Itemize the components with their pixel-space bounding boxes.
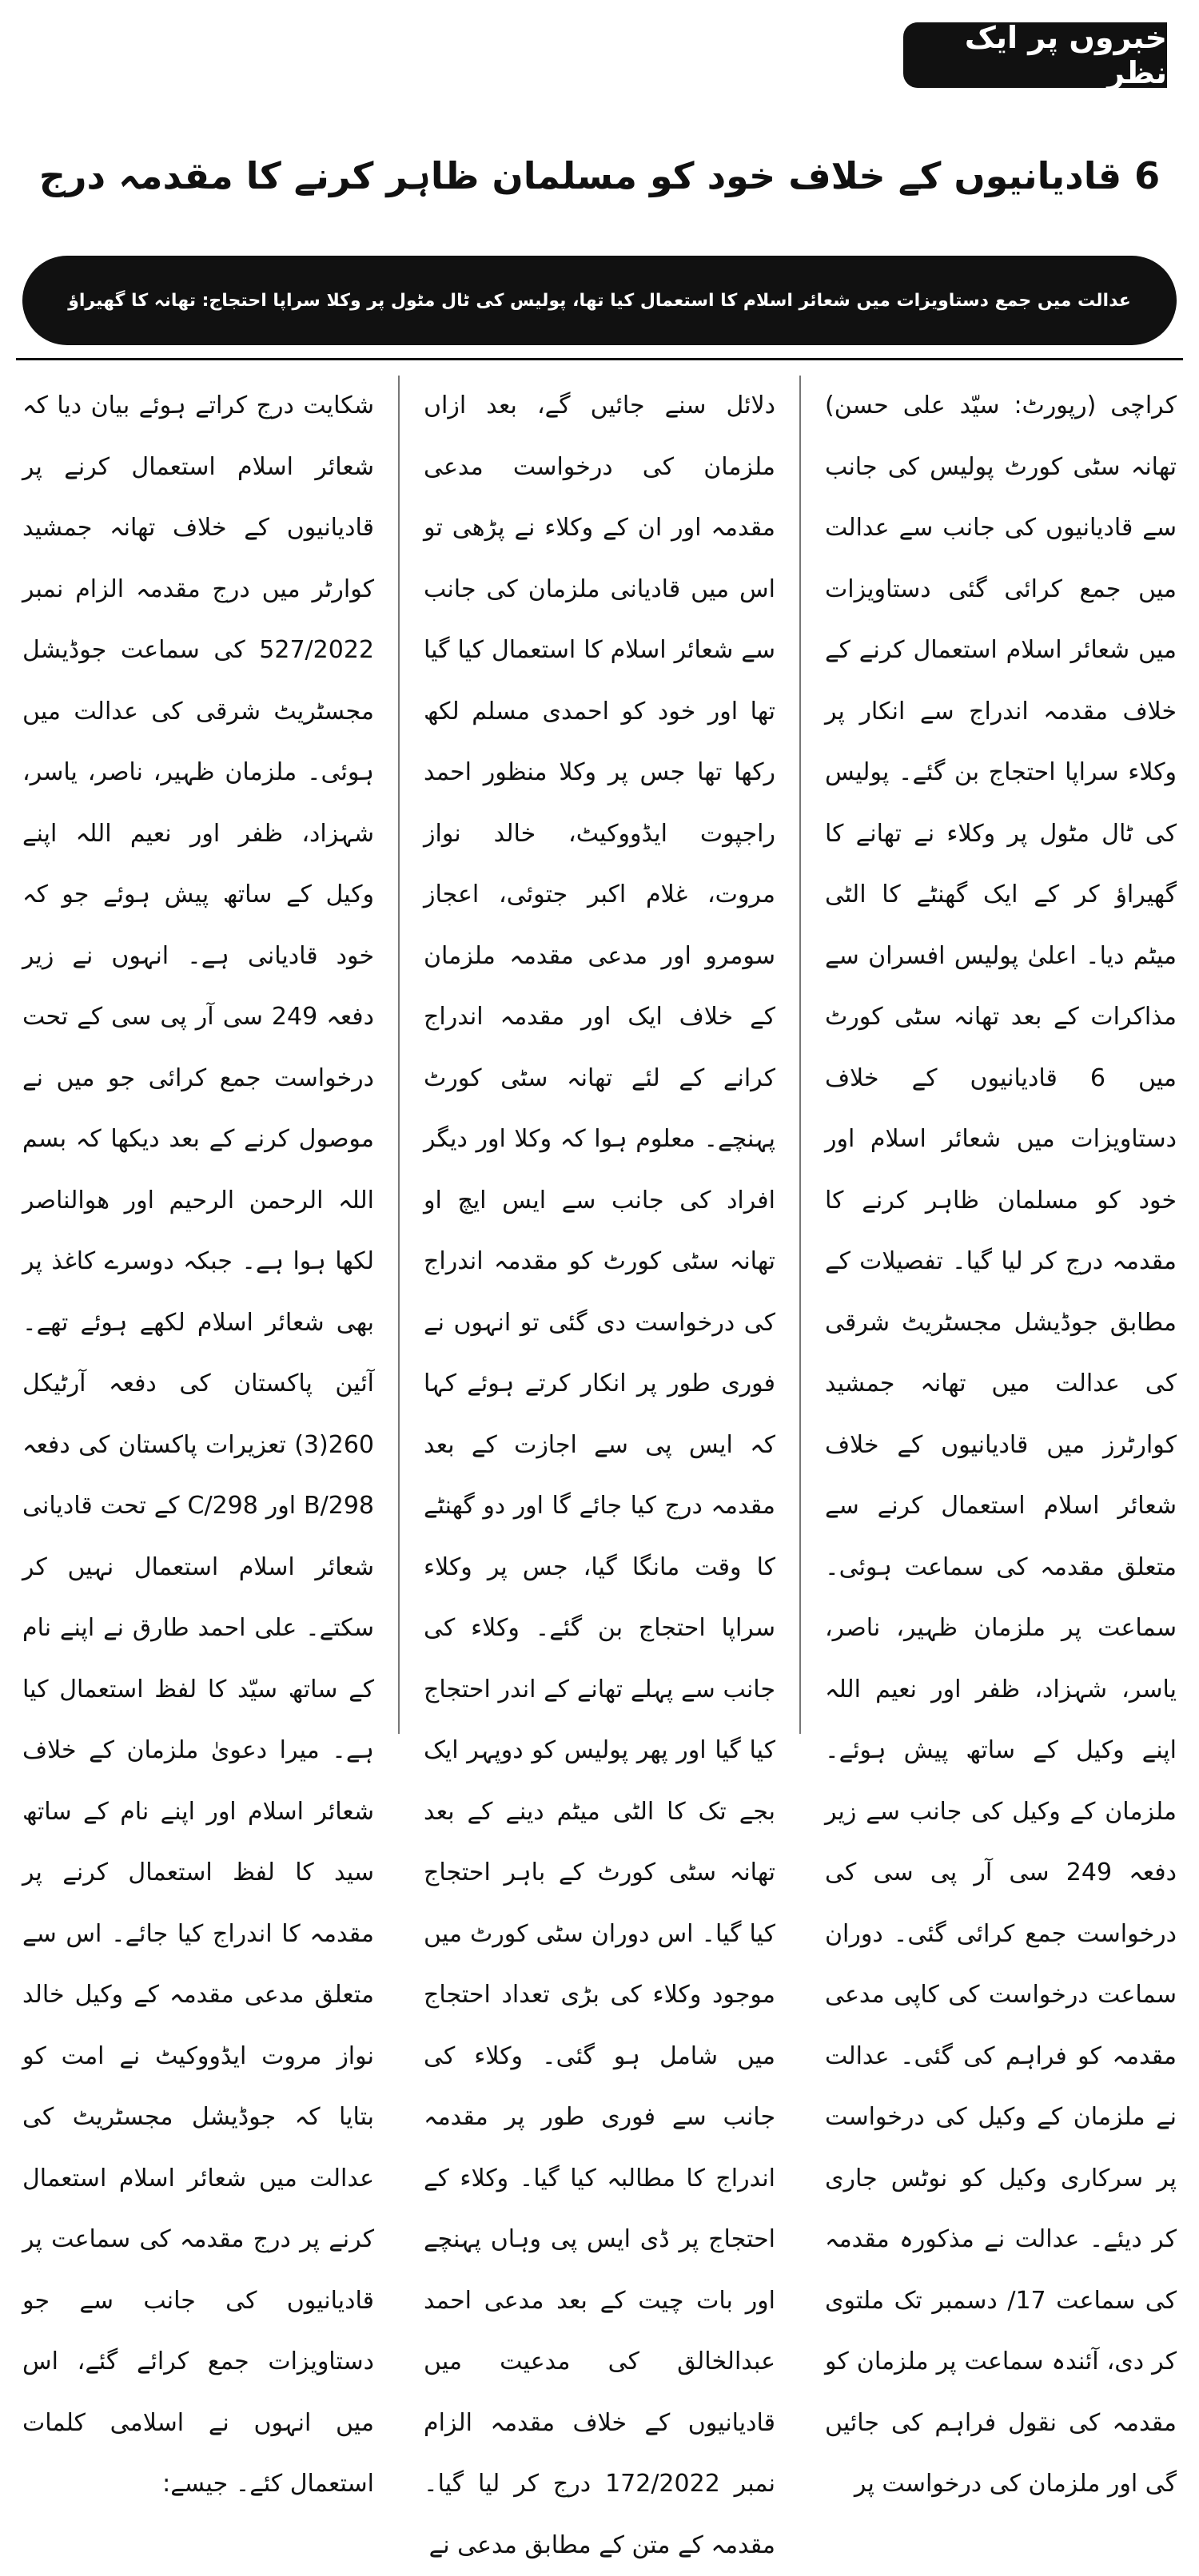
article-column-right	[825, 376, 1177, 2498]
subheadline-banner: عدالت میں جمع دستاویزات میں شعائر اسلام کا استعمال کیا تھا، پولیس کی ٹال مٹول پر وکلا سراپا احتجاج: تھانہ کا گھیراؤ	[22, 256, 1177, 345]
headline: 6 قادیانیوں کے خلاف خود کو مسلمان ظاہر کرنے کا مقدمہ درج	[38, 154, 1161, 197]
column-divider	[799, 376, 801, 1734]
article-column-left	[22, 376, 374, 2498]
article-columns	[22, 376, 1177, 2559]
article-column-middle	[424, 376, 775, 2559]
column-text: کراچی (رپورٹ: سیّد علی حسن) تھانہ سٹی کورٹ پولیس کی جانب سے قادیانیوں کی جانب سے عدالت میں جمع کرائی گئی دستاویزات میں شعائر اسلام استعمال کرنے کے خلاف مقدمہ اندراج سے انکار پر وکلاء سراپا احتجاج بن گئے۔ پولیس کی ٹال مٹول پر وکلاء نے تھانے کا گھیراؤ کر کے ایک گھنٹے کا الٹی میٹم دیا۔ اعلیٰ پولیس افسران سے مذاکرات کے بعد تھانہ سٹی کورٹ میں 6 قادیانیوں کے خلاف دستاویزات میں شعائر اسلام اور خود کو مسلمان ظاہر کرنے کا مقدمہ درج کر لیا گیا۔ تفصیلات کے مطابق جوڈیشل مجسٹریٹ شرقی کی عدالت میں تھانہ جمشید کوارٹرز میں قادیانیوں کے خلاف شعائر اسلام استعمال کرنے سے متعلق مقدمہ کی سماعت ہوئی۔ سماعت پر ملزمان ظہیر، ناصر، یاسر، شہزاد، ظفر اور نعیم اللہ اپنے وکیل کے ساتھ پیش ہوئے۔ ملزمان کے وکیل کی جانب سے زیر دفعہ 249 سی آر پی سی کی درخواست جمع کرائی گئی۔ دوران سماعت درخواست کی کاپی مدعی مقدمہ کو فراہم کی گئی۔ عدالت نے ملزمان کے وکیل کی درخواست پر سرکاری وکیل کو نوٹس جاری کر دیئے۔ عدالت نے مذکورہ مقدمہ کی سماعت 17/ دسمبر تک ملتوی کر دی، آئندہ سماعت پر ملزمان کو مقدمہ کی نقول فراہم کی جائیں گی اور ملزمان کی درخواست پر	[825, 392, 1177, 2498]
column-text: شکایت درج کراتے ہوئے بیان دیا کہ شعائر اسلام استعمال کرنے پر قادیانیوں کے خلاف تھانہ جمشید کوارٹر میں درج مقدمہ الزام نمبر 527/2022 کی سماعت جوڈیشل مجسٹریٹ شرقی کی عدالت میں ہوئی۔ ملزمان ظہیر، ناصر، یاسر، شہزاد، ظفر اور نعیم اللہ اپنے وکیل کے ساتھ پیش ہوئے جو کہ خود قادیانی ہے۔ انہوں نے زیر دفعہ 249 سی آر پی سی کے تحت درخواست جمع کرائی جو میں نے موصول کرنے کے بعد دیکھا کہ بسم اللہ الرحمن الرحیم اور ھوالناصر لکھا ہوا ہے۔ جبکہ دوسرے کاغذ پر بھی شعائر اسلام لکھے ہوئے تھے۔ آئین پاکستان کی دفعہ آرٹیکل 260(3) تعزیرات پاکستان کی دفعہ B/298 اور C/298 کے تحت قادیانی شعائر اسلام استعمال نہیں کر سکتے۔ علی احمد طارق نے اپنے نام کے ساتھ سیّد کا لفظ استعمال کیا ہے۔ میرا دعویٰ ملزمان کے خلاف شعائر اسلام اور اپنے نام کے ساتھ سید کا لفظ استعمال کرنے پر مقدمہ کا اندراج کیا جائے۔ اس سے متعلق مدعی مقدمہ کے وکیل خالد نواز مروت ایڈووکیٹ نے امت کو بتایا کہ جوڈیشل مجسٹریٹ کی عدالت میں شعائر اسلام استعمال کرنے پر درج مقدمہ کی سماعت پر قادیانیوں کی جانب سے جو دستاویزات جمع کرائے گئے، اس میں انہوں نے اسلامی کلمات استعمال کئے۔ جیسے:	[22, 392, 374, 2498]
column-divider	[398, 376, 400, 1734]
header-rule	[16, 358, 1183, 360]
section-tag: خبروں پر ایک نظر	[903, 22, 1167, 88]
column-text: دلائل سنے جائیں گے، بعد ازاں ملزمان کی درخواست مدعی مقدمہ اور ان کے وکلاء نے پڑھی تو اس میں قادیانی ملزمان کی جانب سے شعائر اسلام کا استعمال کیا گیا تھا اور خود کو احمدی مسلم لکھ رکھا تھا جس پر وکلا منظور احمد راجپوت ایڈووکیٹ، خالد نواز مروت، غلام اکبر جتوئی، اعجاز سومرو اور مدعی مقدمہ ملزمان کے خلاف ایک اور مقدمہ اندراج کرانے کے لئے تھانہ سٹی کورٹ پہنچے۔ معلوم ہوا کہ وکلا اور دیگر افراد کی جانب سے ایس ایچ او تھانہ سٹی کورٹ کو مقدمہ اندراج کی درخواست دی گئی تو انہوں نے فوری طور پر انکار کرتے ہوئے کہا کہ ایس پی سے اجازت کے بعد مقدمہ درج کیا جائے گا اور دو گھنٹے کا وقت مانگا گیا، جس پر وکلاء سراپا احتجاج بن گئے۔ وکلاء کی جانب سے پہلے تھانے کے اندر احتجاج کیا گیا اور پھر پولیس کو دوپہر ایک بجے تک کا الٹی میٹم دینے کے بعد تھانہ سٹی کورٹ کے باہر احتجاج کیا گیا۔ اس دوران سٹی کورٹ میں موجود وکلاء کی بڑی تعداد احتجاج میں شامل ہو گئی۔ وکلاء کی جانب سے فوری طور پر مقدمہ اندراج کا مطالبہ کیا گیا۔ وکلاء کے احتجاج پر ڈی ایس پی وہاں پہنچے اور بات چیت کے بعد مدعی احمد عبدالخالق کی مدعیت میں قادیانیوں کے خلاف مقدمہ الزام نمبر 172/2022 درج کر لیا گیا۔ مقدمہ کے متن کے مطابق مدعی نے	[424, 392, 775, 2559]
